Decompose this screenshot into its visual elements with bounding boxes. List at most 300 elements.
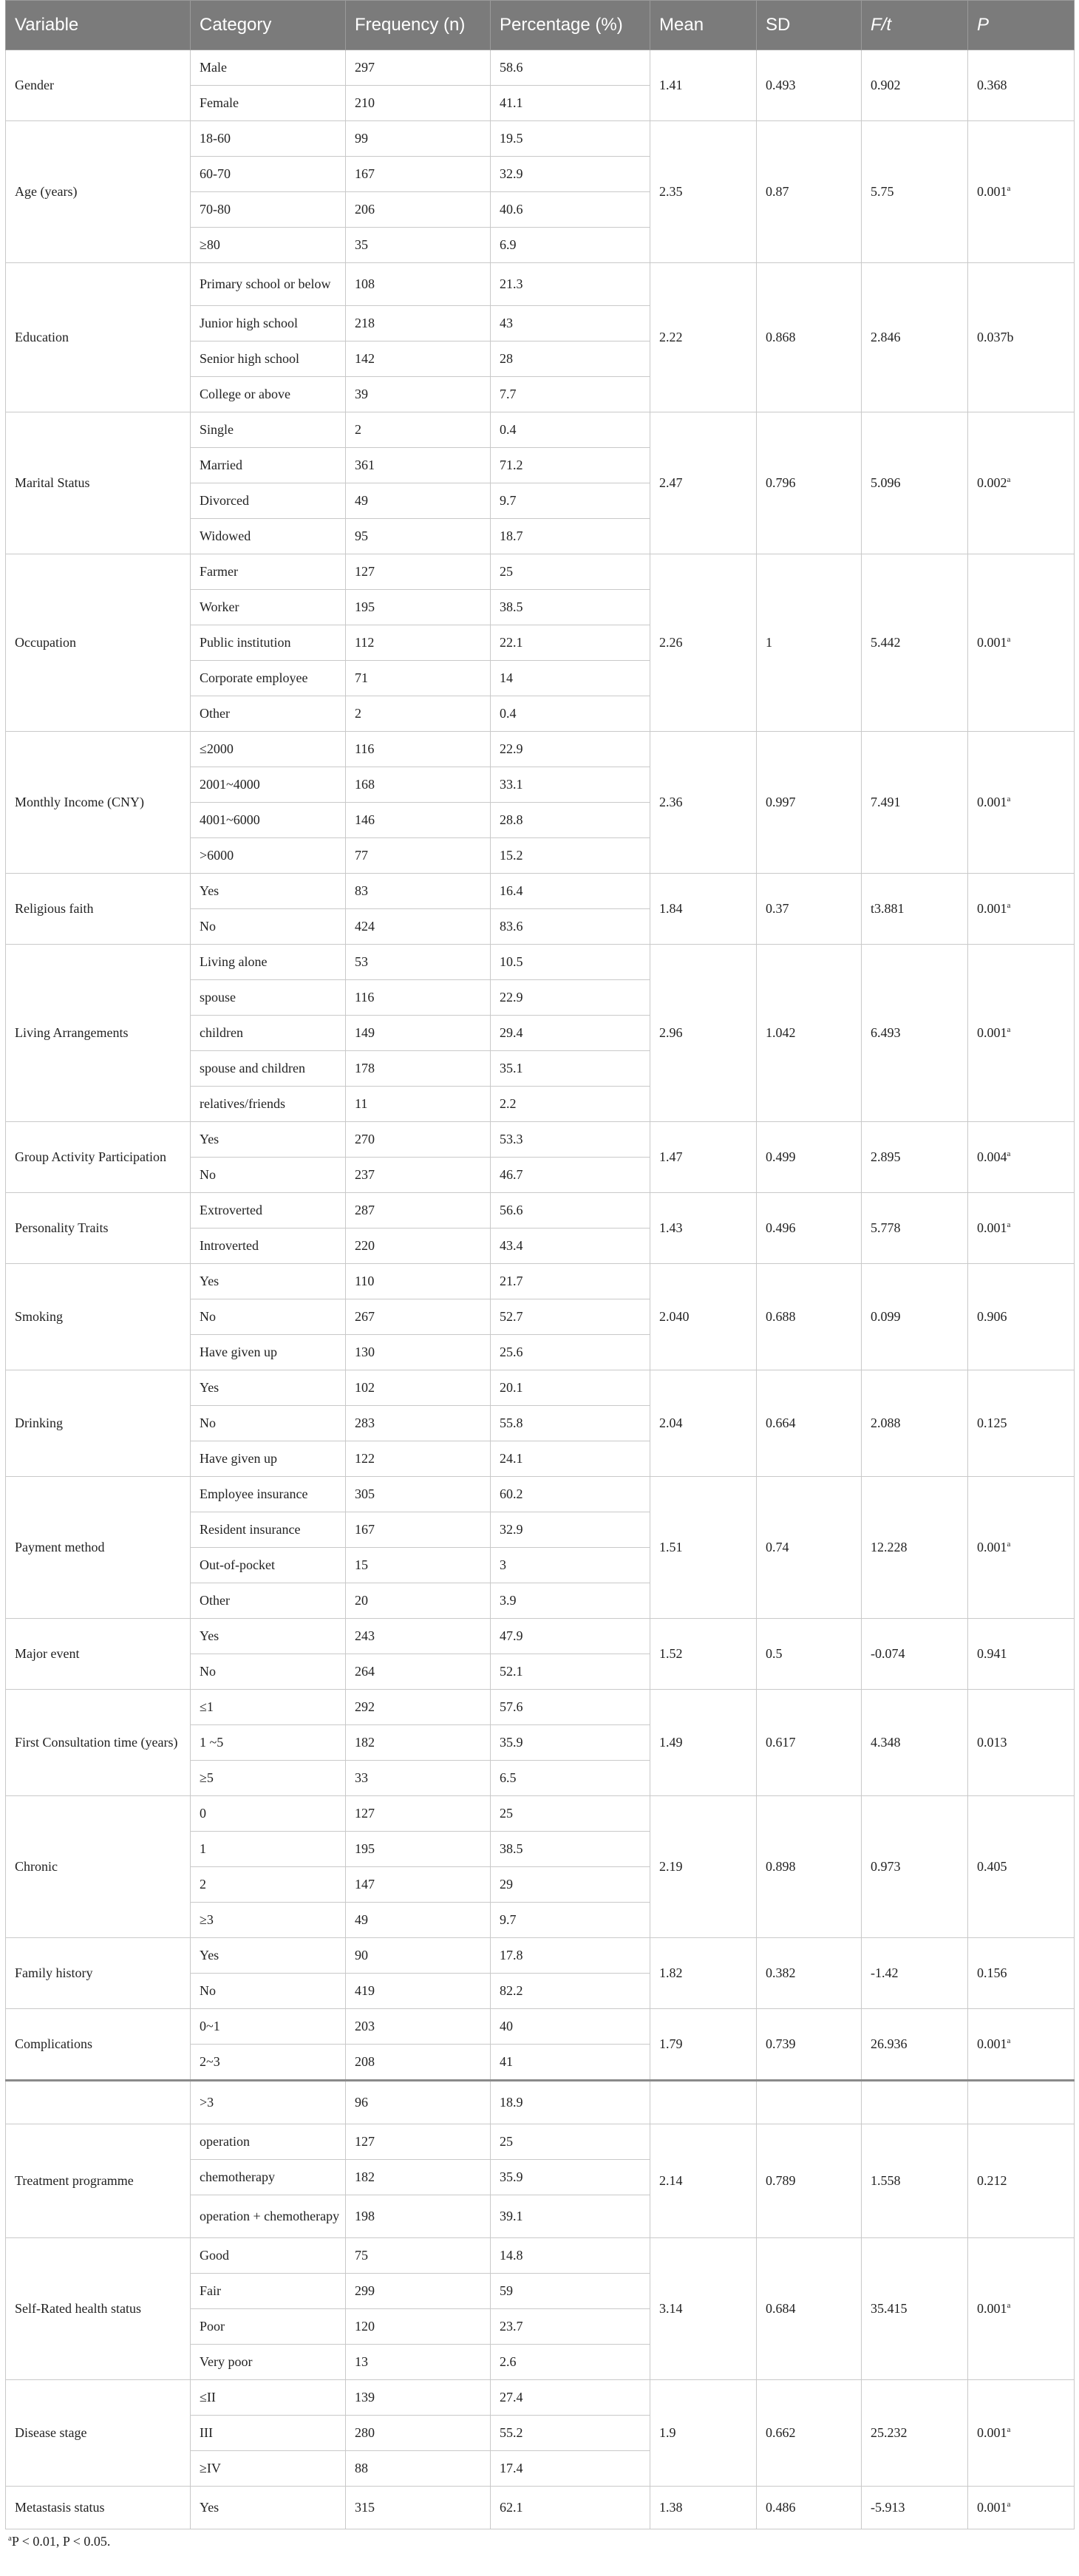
table-row: [6, 1938, 1075, 1974]
category-cell: Other: [191, 696, 346, 732]
frequency-cell: 182: [346, 1725, 491, 1761]
category-cell: chemotherapy: [191, 2160, 346, 2195]
p-cell: [968, 945, 1075, 1122]
sd-cell: [757, 2081, 862, 2124]
percentage-cell: 83.6: [491, 909, 650, 945]
sd-cell: 0.684: [757, 2238, 862, 2380]
header-row: [6, 1, 1075, 50]
p-value: 0.001: [977, 635, 1007, 650]
variable-cell: First Consultation time (years): [6, 1690, 191, 1796]
category-cell: Senior high school: [191, 341, 346, 377]
ft-cell: 4.348: [862, 1690, 968, 1796]
sd-cell: 1.042: [757, 945, 862, 1122]
percentage-cell: 10.5: [491, 945, 650, 980]
category-cell: Junior high school: [191, 306, 346, 341]
percentage-cell: 35.9: [491, 2160, 650, 2195]
data-table: [5, 0, 1075, 2529]
p-cell: [968, 263, 1075, 412]
category-cell: Introverted: [191, 1228, 346, 1264]
mean-cell: 2.22: [650, 263, 757, 412]
p-value: 0.001: [977, 2425, 1007, 2440]
percentage-cell: 38.5: [491, 590, 650, 625]
p-cell: [968, 2487, 1075, 2529]
category-cell: 1 ~5: [191, 1725, 346, 1761]
percentage-cell: 46.7: [491, 1158, 650, 1193]
category-cell: Yes: [191, 1938, 346, 1974]
category-cell: Yes: [191, 1619, 346, 1654]
frequency-cell: 208: [346, 2045, 491, 2081]
category-cell: 70-80: [191, 192, 346, 228]
header-frequency: Frequency (n): [346, 1, 491, 50]
category-cell: children: [191, 1016, 346, 1051]
category-cell: 18-60: [191, 121, 346, 157]
percentage-cell: 62.1: [491, 2487, 650, 2529]
sd-cell: 0.739: [757, 2009, 862, 2081]
sd-cell: 0.87: [757, 121, 862, 263]
variable-cell: Age (years): [6, 121, 191, 263]
category-cell: Fair: [191, 2274, 346, 2309]
mean-cell: [650, 2081, 757, 2124]
table-row: [6, 263, 1075, 306]
frequency-cell: 182: [346, 2160, 491, 2195]
category-cell: 2001~4000: [191, 767, 346, 803]
percentage-cell: 16.4: [491, 874, 650, 909]
p-cell: [968, 412, 1075, 554]
ft-cell: 2.895: [862, 1122, 968, 1193]
mean-cell: 1.49: [650, 1690, 757, 1796]
mean-cell: 1.51: [650, 1477, 757, 1619]
ft-cell: 5.442: [862, 554, 968, 732]
variable-cell: Drinking: [6, 1370, 191, 1477]
category-cell: Other: [191, 1583, 346, 1619]
percentage-cell: 2.2: [491, 1087, 650, 1122]
frequency-cell: 149: [346, 1016, 491, 1051]
category-cell: Public institution: [191, 625, 346, 661]
category-cell: 0: [191, 1796, 346, 1832]
p-value: 0.156: [977, 1965, 1007, 1980]
variable-cell: Living Arrangements: [6, 945, 191, 1122]
percentage-cell: 2.6: [491, 2345, 650, 2380]
percentage-cell: 52.1: [491, 1654, 650, 1690]
variable-cell: Education: [6, 263, 191, 412]
variable-cell: Group Activity Participation: [6, 1122, 191, 1193]
p-cell: [968, 732, 1075, 874]
percentage-cell: 47.9: [491, 1619, 650, 1654]
percentage-cell: 40.6: [491, 192, 650, 228]
p-significance-marker: a: [1007, 795, 1011, 803]
percentage-cell: 29: [491, 1867, 650, 1903]
percentage-cell: 18.7: [491, 519, 650, 554]
percentage-cell: 14: [491, 661, 650, 696]
frequency-cell: 75: [346, 2238, 491, 2274]
sd-cell: 0.499: [757, 1122, 862, 1193]
percentage-cell: 53.3: [491, 1122, 650, 1158]
frequency-cell: 13: [346, 2345, 491, 2380]
p-cell: [968, 554, 1075, 732]
variable-cell: Disease stage: [6, 2380, 191, 2487]
p-value: 0.212: [977, 2173, 1007, 2188]
percentage-cell: 43: [491, 306, 650, 341]
percentage-cell: 35.9: [491, 1725, 650, 1761]
mean-cell: 2.47: [650, 412, 757, 554]
p-cell: [968, 2009, 1075, 2081]
p-significance-marker: a: [1007, 1540, 1011, 1549]
variable-cell: Gender: [6, 50, 191, 121]
p-significance-marker: a: [1007, 184, 1011, 193]
variable-cell: Major event: [6, 1619, 191, 1690]
p-cell: [968, 2380, 1075, 2487]
sd-cell: 0.664: [757, 1370, 862, 1477]
p-cell: [968, 1264, 1075, 1370]
p-significance-marker: a: [1007, 1220, 1011, 1229]
percentage-cell: 24.1: [491, 1441, 650, 1477]
sd-cell: 0.789: [757, 2124, 862, 2238]
mean-cell: 2.04: [650, 1370, 757, 1477]
sd-cell: 0.5: [757, 1619, 862, 1690]
table-row: [6, 1477, 1075, 1512]
category-cell: operation + chemotherapy: [191, 2195, 346, 2238]
percentage-cell: 25: [491, 554, 650, 590]
p-cell: [968, 874, 1075, 945]
category-cell: Good: [191, 2238, 346, 2274]
frequency-cell: 11: [346, 1087, 491, 1122]
percentage-cell: 25: [491, 2124, 650, 2160]
frequency-cell: 96: [346, 2081, 491, 2124]
variable-cell: Complications: [6, 2009, 191, 2081]
category-cell: ≥IV: [191, 2451, 346, 2487]
frequency-cell: 315: [346, 2487, 491, 2529]
category-cell: Living alone: [191, 945, 346, 980]
percentage-cell: 22.9: [491, 732, 650, 767]
category-cell: ≤1: [191, 1690, 346, 1725]
table-row: [6, 2009, 1075, 2045]
category-cell: No: [191, 1974, 346, 2009]
ft-cell: 0.099: [862, 1264, 968, 1370]
category-cell: ≤2000: [191, 732, 346, 767]
percentage-cell: 40: [491, 2009, 650, 2045]
percentage-cell: 20.1: [491, 1370, 650, 1406]
p-value: 0.941: [977, 1646, 1007, 1661]
p-significance-marker: a: [1007, 635, 1011, 644]
p-significance-marker: a: [1007, 901, 1011, 910]
header-p: P: [968, 1, 1075, 50]
category-cell: College or above: [191, 377, 346, 412]
percentage-cell: 7.7: [491, 377, 650, 412]
p-value: 0.004: [977, 1149, 1007, 1164]
sd-cell: 0.868: [757, 263, 862, 412]
variable-cell: Payment method: [6, 1477, 191, 1619]
category-cell: Yes: [191, 2487, 346, 2529]
frequency-cell: 110: [346, 1264, 491, 1299]
mean-cell: 1.79: [650, 2009, 757, 2081]
variable-cell: Occupation: [6, 554, 191, 732]
frequency-cell: 178: [346, 1051, 491, 1087]
p-significance-marker: a: [1007, 2301, 1011, 2310]
category-cell: Poor: [191, 2309, 346, 2345]
percentage-cell: 71.2: [491, 448, 650, 483]
percentage-cell: 22.9: [491, 980, 650, 1016]
frequency-cell: 264: [346, 1654, 491, 1690]
frequency-cell: 127: [346, 1796, 491, 1832]
percentage-cell: 43.4: [491, 1228, 650, 1264]
ft-cell: 7.491: [862, 732, 968, 874]
percentage-cell: 15.2: [491, 838, 650, 874]
table-row: [6, 50, 1075, 86]
sd-cell: 1: [757, 554, 862, 732]
frequency-cell: 108: [346, 263, 491, 306]
table-row: [6, 1690, 1075, 1725]
frequency-cell: 49: [346, 1903, 491, 1938]
sd-cell: 0.37: [757, 874, 862, 945]
percentage-cell: 58.6: [491, 50, 650, 86]
frequency-cell: 33: [346, 1761, 491, 1796]
p-significance-marker: a: [1007, 1149, 1011, 1158]
p-cell: [968, 1690, 1075, 1796]
category-cell: Very poor: [191, 2345, 346, 2380]
frequency-cell: 299: [346, 2274, 491, 2309]
percentage-cell: 59: [491, 2274, 650, 2309]
p-value: 0.405: [977, 1859, 1007, 1874]
percentage-cell: 18.9: [491, 2081, 650, 2124]
frequency-cell: 2: [346, 412, 491, 448]
frequency-cell: 88: [346, 2451, 491, 2487]
frequency-cell: 280: [346, 2416, 491, 2451]
table-row: [6, 1264, 1075, 1299]
table-row: [6, 1619, 1075, 1654]
table-container: [5, 0, 1074, 2549]
percentage-cell: 3: [491, 1548, 650, 1583]
percentage-cell: 25.6: [491, 1335, 650, 1370]
sd-cell: 0.486: [757, 2487, 862, 2529]
frequency-cell: 127: [346, 554, 491, 590]
category-cell: Have given up: [191, 1441, 346, 1477]
p-value: 0.001: [977, 2500, 1007, 2515]
sd-cell: 0.74: [757, 1477, 862, 1619]
p-significance-marker: a: [1007, 2500, 1011, 2509]
table-row: [6, 554, 1075, 590]
frequency-cell: 168: [346, 767, 491, 803]
p-value: 0.001: [977, 795, 1007, 809]
percentage-cell: 55.2: [491, 2416, 650, 2451]
p-value: 0.001: [977, 901, 1007, 916]
category-cell: 2~3: [191, 2045, 346, 2081]
category-cell: 1: [191, 1832, 346, 1867]
percentage-cell: 28: [491, 341, 650, 377]
frequency-cell: 139: [346, 2380, 491, 2416]
p-value: 0.001: [977, 1220, 1007, 1235]
category-cell: No: [191, 909, 346, 945]
frequency-cell: 2: [346, 696, 491, 732]
variable-cell: Monthly Income (CNY): [6, 732, 191, 874]
mean-cell: 1.82: [650, 1938, 757, 2009]
percentage-cell: 35.1: [491, 1051, 650, 1087]
frequency-cell: 237: [346, 1158, 491, 1193]
p-significance-marker: a: [1007, 475, 1011, 484]
mean-cell: 1.38: [650, 2487, 757, 2529]
frequency-cell: 361: [346, 448, 491, 483]
percentage-cell: 23.7: [491, 2309, 650, 2345]
category-cell: Extroverted: [191, 1193, 346, 1228]
percentage-cell: 41.1: [491, 86, 650, 121]
category-cell: Yes: [191, 1370, 346, 1406]
percentage-cell: 9.7: [491, 483, 650, 519]
category-cell: ≥5: [191, 1761, 346, 1796]
table-row: [6, 1122, 1075, 1158]
ft-cell: -0.074: [862, 1619, 968, 1690]
mean-cell: 1.47: [650, 1122, 757, 1193]
percentage-cell: 60.2: [491, 1477, 650, 1512]
table-row: [6, 121, 1075, 157]
percentage-cell: 28.8: [491, 803, 650, 838]
frequency-cell: 99: [346, 121, 491, 157]
table-row: [6, 732, 1075, 767]
frequency-cell: 116: [346, 732, 491, 767]
frequency-cell: 102: [346, 1370, 491, 1406]
mean-cell: 2.36: [650, 732, 757, 874]
variable-cell: Self-Rated health status: [6, 2238, 191, 2380]
p-significance-marker: a: [1007, 2425, 1011, 2434]
table-row: [6, 1796, 1075, 1832]
table-row: [6, 945, 1075, 980]
category-cell: No: [191, 1158, 346, 1193]
frequency-cell: 20: [346, 1583, 491, 1619]
ft-cell: t3.881: [862, 874, 968, 945]
frequency-cell: 167: [346, 1512, 491, 1548]
category-cell: No: [191, 1406, 346, 1441]
percentage-cell: 29.4: [491, 1016, 650, 1051]
variable-cell: Smoking: [6, 1264, 191, 1370]
table-row: [6, 2238, 1075, 2274]
frequency-cell: 49: [346, 483, 491, 519]
p-cell: [968, 1477, 1075, 1619]
percentage-cell: 19.5: [491, 121, 650, 157]
table-row: [6, 1193, 1075, 1228]
frequency-cell: 116: [346, 980, 491, 1016]
sd-cell: 0.382: [757, 1938, 862, 2009]
ft-cell: [862, 2081, 968, 2124]
ft-cell: 25.232: [862, 2380, 968, 2487]
percentage-cell: 21.7: [491, 1264, 650, 1299]
percentage-cell: 0.4: [491, 412, 650, 448]
p-value: 0.037b: [977, 330, 1014, 344]
mean-cell: 1.52: [650, 1619, 757, 1690]
category-cell: Corporate employee: [191, 661, 346, 696]
mean-cell: 1.84: [650, 874, 757, 945]
footnote-text: P < 0.01, P < 0.05.: [11, 2534, 111, 2549]
category-cell: >6000: [191, 838, 346, 874]
sd-cell: 0.493: [757, 50, 862, 121]
p-value: 0.125: [977, 1416, 1007, 1430]
category-cell: Resident insurance: [191, 1512, 346, 1548]
sd-cell: 0.796: [757, 412, 862, 554]
frequency-cell: 39: [346, 377, 491, 412]
mean-cell: 3.14: [650, 2238, 757, 2380]
category-cell: Married: [191, 448, 346, 483]
frequency-cell: 287: [346, 1193, 491, 1228]
category-cell: spouse: [191, 980, 346, 1016]
frequency-cell: 15: [346, 1548, 491, 1583]
percentage-cell: 25: [491, 1796, 650, 1832]
sd-cell: 0.617: [757, 1690, 862, 1796]
category-cell: Employee insurance: [191, 1477, 346, 1512]
frequency-cell: 147: [346, 1867, 491, 1903]
category-cell: Single: [191, 412, 346, 448]
table-row: [6, 874, 1075, 909]
frequency-cell: 198: [346, 2195, 491, 2238]
category-cell: Out-of-pocket: [191, 1548, 346, 1583]
header-f-t: F/t: [862, 1, 968, 50]
percentage-cell: 41: [491, 2045, 650, 2081]
ft-cell: -1.42: [862, 1938, 968, 2009]
ft-cell: 5.096: [862, 412, 968, 554]
p-value: 0.013: [977, 1735, 1007, 1750]
frequency-cell: 83: [346, 874, 491, 909]
variable-cell: Chronic: [6, 1796, 191, 1938]
mean-cell: 2.96: [650, 945, 757, 1122]
frequency-cell: 424: [346, 909, 491, 945]
frequency-cell: 77: [346, 838, 491, 874]
category-cell: Primary school or below: [191, 263, 346, 306]
ft-cell: 6.493: [862, 945, 968, 1122]
category-cell: Male: [191, 50, 346, 86]
frequency-cell: 297: [346, 50, 491, 86]
p-value: 0.001: [977, 184, 1007, 199]
variable-cell: Marital Status: [6, 412, 191, 554]
ft-cell: 2.846: [862, 263, 968, 412]
frequency-cell: 112: [346, 625, 491, 661]
frequency-cell: 419: [346, 1974, 491, 2009]
category-cell: 60-70: [191, 157, 346, 192]
category-cell: 4001~6000: [191, 803, 346, 838]
category-cell: 2: [191, 1867, 346, 1903]
category-cell: No: [191, 1654, 346, 1690]
table-row: [6, 412, 1075, 448]
p-value: 0.002: [977, 475, 1007, 490]
category-cell: operation: [191, 2124, 346, 2160]
category-cell: Yes: [191, 1264, 346, 1299]
percentage-cell: 3.9: [491, 1583, 650, 1619]
category-cell: Yes: [191, 874, 346, 909]
percentage-cell: 32.9: [491, 1512, 650, 1548]
table-row: [6, 2081, 1075, 2124]
ft-cell: 0.973: [862, 1796, 968, 1938]
p-significance-marker: a: [1007, 2036, 1011, 2045]
p-significance-marker: a: [1007, 1025, 1011, 1034]
frequency-cell: 267: [346, 1299, 491, 1335]
frequency-cell: 270: [346, 1122, 491, 1158]
ft-cell: 35.415: [862, 2238, 968, 2380]
percentage-cell: 0.4: [491, 696, 650, 732]
category-cell: >3: [191, 2081, 346, 2124]
header-sd: SD: [757, 1, 862, 50]
table-row: [6, 2380, 1075, 2416]
variable-cell: Family history: [6, 1938, 191, 2009]
category-cell: relatives/friends: [191, 1087, 346, 1122]
category-cell: Worker: [191, 590, 346, 625]
p-cell: [968, 1193, 1075, 1264]
category-cell: III: [191, 2416, 346, 2451]
header-percentage: Percentage (%): [491, 1, 650, 50]
ft-cell: -5.913: [862, 2487, 968, 2529]
percentage-cell: 33.1: [491, 767, 650, 803]
category-cell: No: [191, 1299, 346, 1335]
p-cell: [968, 121, 1075, 263]
percentage-cell: 9.7: [491, 1903, 650, 1938]
p-value: 0.001: [977, 2036, 1007, 2051]
frequency-cell: 305: [346, 1477, 491, 1512]
frequency-cell: 206: [346, 192, 491, 228]
category-cell: Yes: [191, 1122, 346, 1158]
